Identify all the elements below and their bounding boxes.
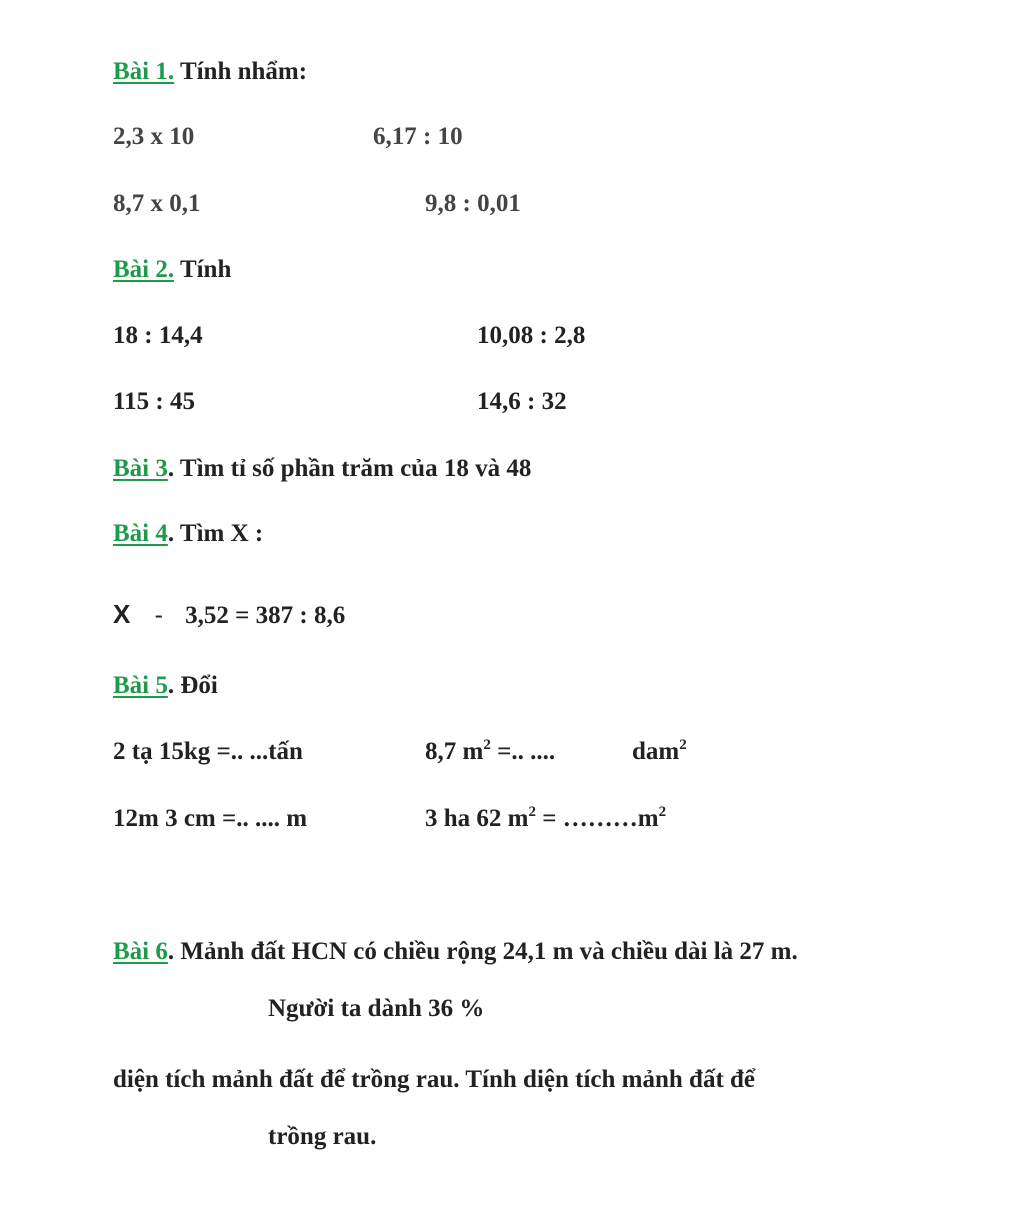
- exercise-4-title: . Tìm X :: [167, 520, 264, 547]
- ex5-item-4-value: 3 ha 62 m: [425, 805, 529, 832]
- ex5-item-2-sq: 2: [483, 737, 491, 753]
- exercise-4-heading: [113, 519, 263, 549]
- ex5-item-4-sq: 2: [528, 804, 536, 820]
- exercise-3-title: . Tìm tỉ số phần trăm của 18 và 48: [167, 455, 532, 482]
- ex1-item-3: 8,7 x 0,1: [113, 190, 201, 217]
- exercise-2-title: Tính: [179, 256, 232, 283]
- exercise-4-label: Bài 4: [113, 520, 168, 547]
- ex5-item-3: 12m 3 cm =.. .... m: [113, 805, 308, 832]
- ex2-item-2: 10,08 : 2,8: [477, 322, 586, 349]
- exercise-5-label: Bài 5: [113, 672, 168, 699]
- ex4-variable: X: [113, 599, 131, 629]
- exercise-1-label: Bài 1.: [113, 58, 175, 85]
- exercise-6-label: Bài 6: [113, 938, 168, 965]
- ex5-item-2-unit: [632, 737, 687, 767]
- exercise-3-label: Bài 3: [113, 455, 168, 482]
- ex5-item-2-blank: =.. ....: [490, 738, 556, 765]
- ex5-item-4: [425, 804, 666, 834]
- exercise-6-line-2: Người ta dành 36 %: [268, 995, 485, 1022]
- exercise-3-heading: [113, 454, 531, 484]
- exercise-6-line-4: trồng rau.: [268, 1123, 377, 1150]
- ex2-item-3: 115 : 45: [113, 388, 195, 415]
- ex1-item-2: 6,17 : 10: [373, 123, 463, 150]
- ex5-item-1: 2 tạ 15kg =.. ...tấn: [113, 738, 303, 765]
- ex4-equation: [113, 599, 345, 631]
- exercise-6-line-3: diện tích mảnh đất để trồng rau. Tính diện tích mảnh đất để: [113, 1066, 756, 1093]
- ex2-item-1: 18 : 14,4: [113, 322, 203, 349]
- exercise-6-line-1: . Mảnh đất HCN có chiều rộng 24,1 m và chiều dài là 27 m.: [167, 938, 798, 965]
- exercise-1-heading: [113, 57, 307, 87]
- exercise-2-heading: [113, 255, 231, 285]
- ex5-item-4-unit-sq: 2: [658, 804, 667, 820]
- ex2-item-4: 14,6 : 32: [477, 388, 567, 415]
- exercise-2-label: Bài 2.: [113, 256, 175, 283]
- ex5-item-2-unit-sq: 2: [679, 737, 687, 753]
- exercise-1-title: Tính nhẩm:: [179, 58, 308, 85]
- ex1-item-1: 2,3 x 10: [113, 123, 195, 150]
- exercise-5-heading: [113, 671, 218, 701]
- ex4-rest: 3,52 = 387 : 8,6: [185, 602, 346, 629]
- ex5-item-4-blank: = ………m: [535, 805, 659, 832]
- ex5-item-2: [425, 737, 555, 767]
- ex5-item-2-value: 8,7 m: [425, 738, 484, 765]
- exercise-6-heading: [113, 937, 798, 967]
- ex1-item-4: 9,8 : 0,01: [425, 190, 521, 217]
- ex4-operator: -: [154, 601, 163, 629]
- exercise-5-title: . Đổi: [167, 672, 218, 699]
- ex5-item-2-unit-text: dam: [632, 738, 680, 765]
